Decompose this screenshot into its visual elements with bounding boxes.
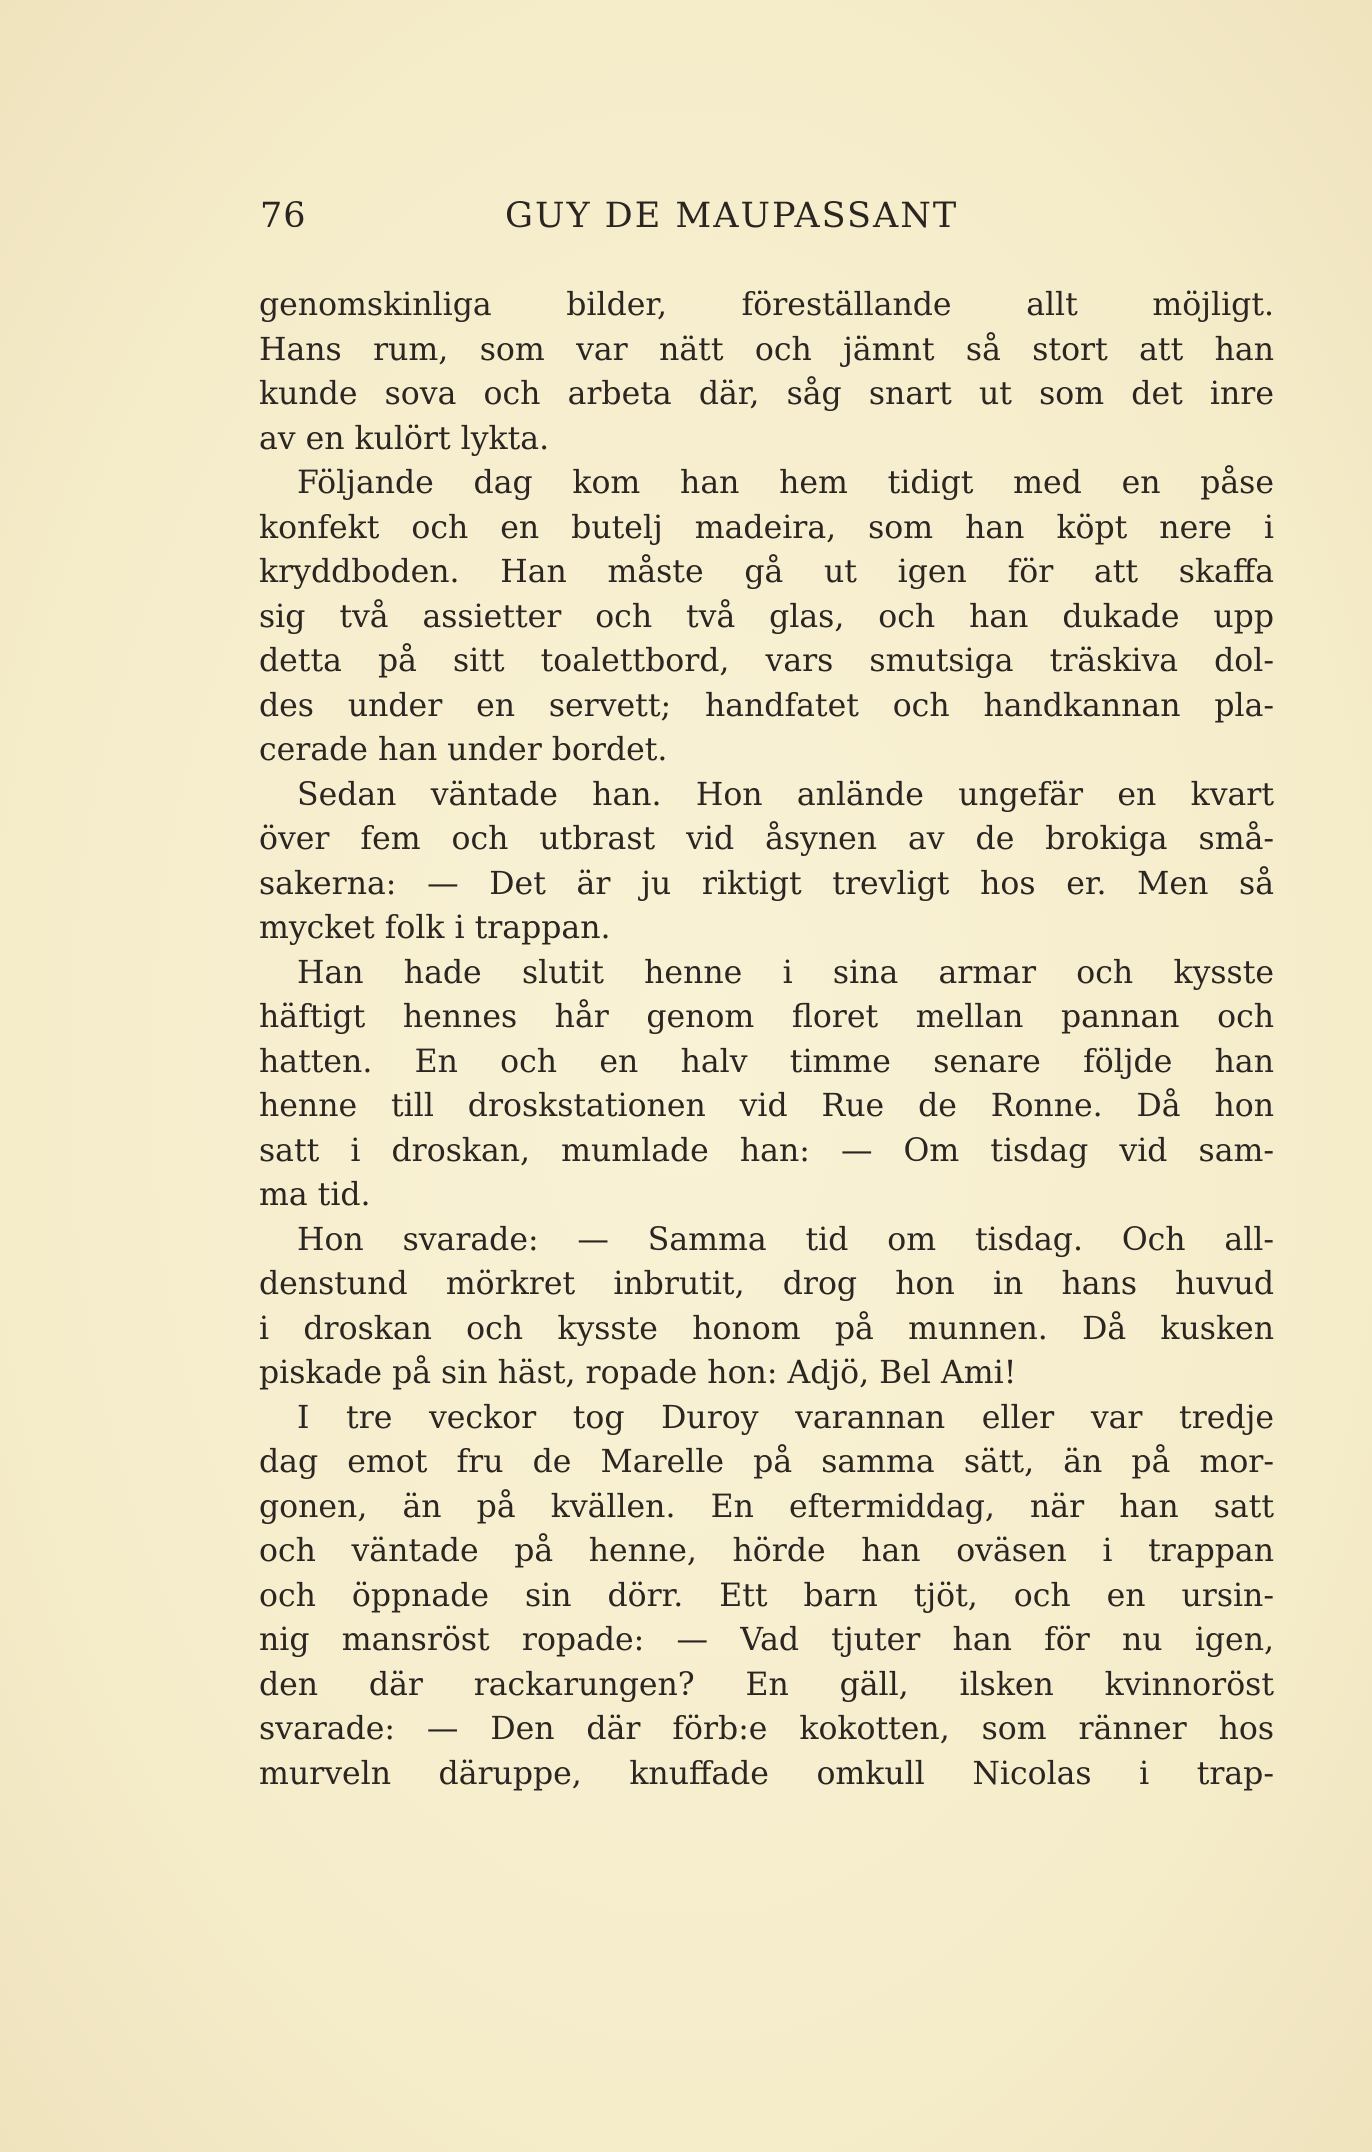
text-line: des under en servett; handfatet och handkannan pla-	[259, 687, 1274, 724]
text-line: I tre veckor tog Duroy varannan eller var tredje	[297, 1399, 1274, 1436]
text-line: murveln däruppe, knuffade omkull Nicolas i trap-	[259, 1755, 1274, 1792]
text-line: denstund mörkret inbrutit, drog hon in hans huvud	[259, 1266, 1274, 1302]
text-line: i droskan och kysste honom på munnen. Då kusken	[259, 1310, 1274, 1347]
text-line: satt i droskan, mumlade han: — Om tisdag vid sam-	[259, 1132, 1274, 1169]
text-line: nig mansröst ropade: — Vad tjuter han för nu igen,	[259, 1622, 1274, 1658]
text-line: genomskinliga bilder, föreställande allt möjligt.	[259, 287, 1274, 323]
text-line: henne till droskstationen vid Rue de Ronne. Då hon	[259, 1088, 1274, 1124]
page-header	[260, 196, 1020, 246]
body-text	[259, 283, 1274, 1796]
text-line: av en kulört lykta.	[259, 420, 550, 457]
running-head: GUY DE MAUPASSANT	[505, 196, 959, 236]
paragraph	[259, 283, 1274, 461]
text-line: dag emot fru de Marelle på samma sätt, än på mor-	[259, 1444, 1274, 1480]
text-line: sig två assietter och två glas, och han dukade upp	[259, 598, 1274, 635]
page-number: 76	[260, 196, 307, 236]
text-line: sakerna: — Det är ju riktigt trevligt hos er. Men så	[259, 865, 1274, 902]
text-line: svarade: — Den där förb:e kokotten, som ränner hos	[259, 1711, 1274, 1747]
text-line: hatten. En och en halv timme senare följde han	[259, 1043, 1274, 1080]
text-line: över fem och utbrast vid åsynen av de brokiga små-	[259, 821, 1274, 857]
text-line: kunde sova och arbeta där, såg snart ut som det inre	[259, 376, 1274, 412]
text-line: konfekt och en butelj madeira, som han köpt nere i	[259, 509, 1274, 546]
text-line: Hans rum, som var nätt och jämnt så stort att han	[259, 331, 1274, 368]
text-line: kryddboden. Han måste gå ut igen för att skaffa	[259, 554, 1274, 590]
text-line: den där rackarungen? En gäll, ilsken kvinnoröst	[259, 1666, 1274, 1703]
text-line: och öppnade sin dörr. Ett barn tjöt, och en ursin-	[259, 1577, 1274, 1614]
paragraph	[259, 461, 1274, 773]
text-line: ma tid.	[259, 1177, 371, 1213]
text-line: cerade han under bordet.	[259, 732, 668, 768]
text-line: Sedan väntade han. Hon anlände ungefär en kvart	[297, 776, 1274, 813]
paragraph	[259, 773, 1274, 951]
text-line: piskade på sin häst, ropade hon: Adjö, Bel Ami!	[259, 1355, 1017, 1391]
text-line: mycket folk i trappan.	[259, 910, 611, 946]
text-line: Hon svarade: — Samma tid om tisdag. Och all-	[297, 1221, 1274, 1258]
paragraph	[259, 951, 1274, 1218]
text-line: Han hade slutit henne i sina armar och kysste	[297, 954, 1274, 991]
paragraph	[259, 1218, 1274, 1396]
text-line: gonen, än på kvällen. En eftermiddag, när han satt	[259, 1488, 1274, 1525]
text-line: detta på sitt toalettbord, vars smutsiga träskiva dol-	[259, 643, 1274, 679]
paragraph	[259, 1396, 1274, 1797]
text-line: Följande dag kom han hem tidigt med en påse	[297, 465, 1274, 501]
text-line: häftigt hennes hår genom floret mellan pannan och	[259, 999, 1274, 1035]
text-line: och väntade på henne, hörde han oväsen i trappan	[259, 1533, 1274, 1569]
